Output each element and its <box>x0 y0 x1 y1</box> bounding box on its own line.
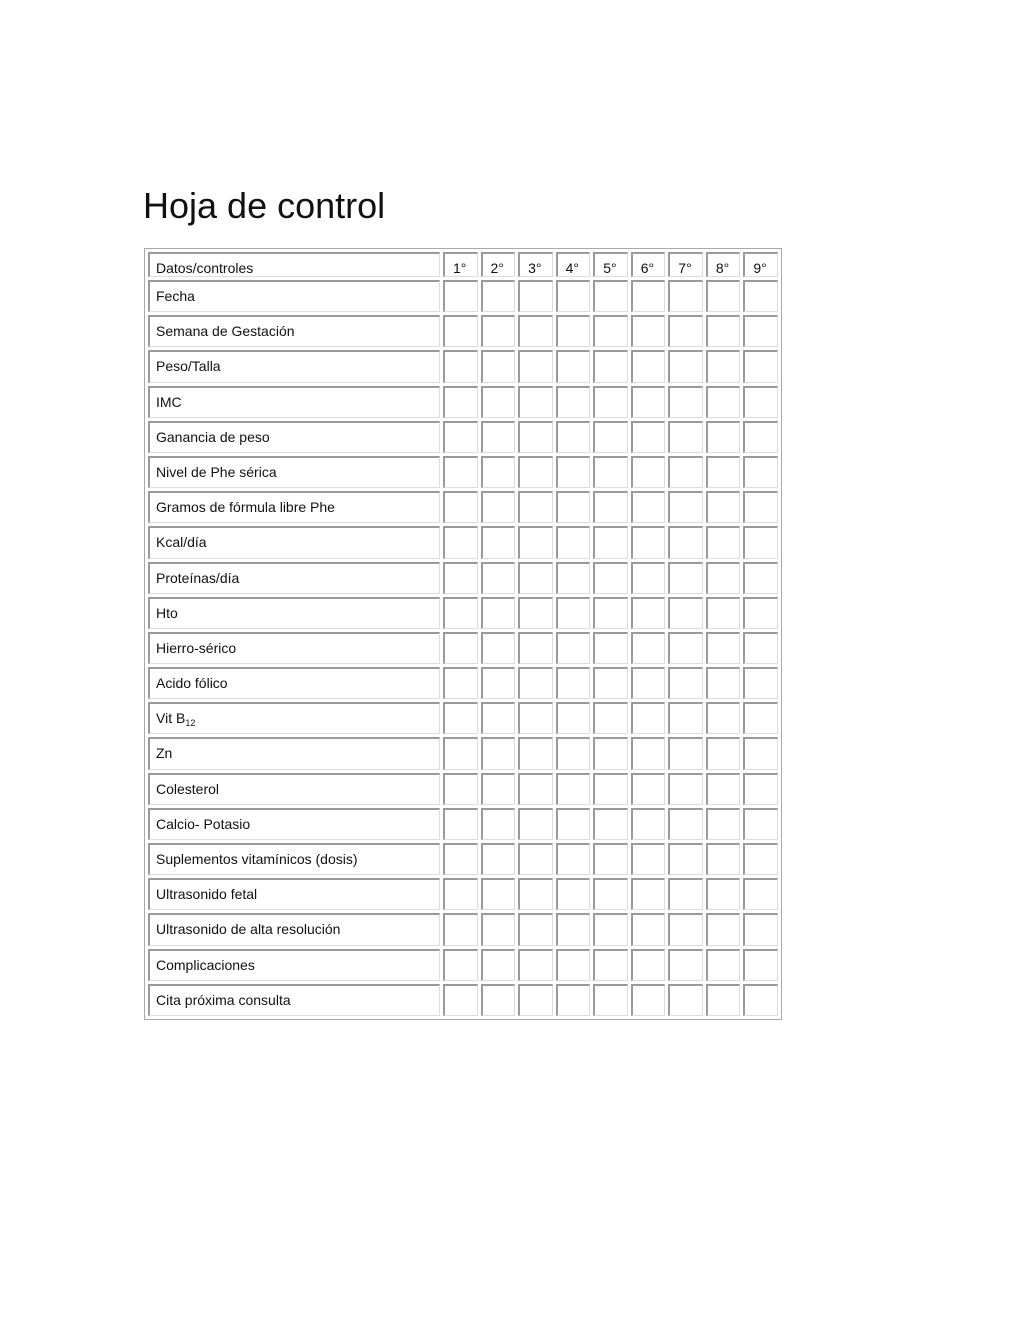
entry-cell[interactable] <box>481 737 516 769</box>
entry-cell[interactable] <box>556 773 591 805</box>
entry-cell[interactable] <box>481 632 516 664</box>
entry-cell[interactable] <box>631 350 666 382</box>
entry-cell[interactable] <box>706 878 741 910</box>
entry-cell[interactable] <box>518 913 553 945</box>
header-label-cell: Datos/controles <box>148 252 440 277</box>
entry-cell[interactable] <box>743 597 778 629</box>
table-row <box>148 597 778 629</box>
entry-cell[interactable] <box>706 280 741 312</box>
entry-cell[interactable] <box>668 350 703 382</box>
entry-cell[interactable] <box>481 280 516 312</box>
entry-cell[interactable] <box>443 280 478 312</box>
entry-cell[interactable] <box>481 597 516 629</box>
row-label-cell <box>148 597 440 629</box>
entry-cell[interactable] <box>668 878 703 910</box>
entry-cell[interactable] <box>743 526 778 558</box>
table-row <box>148 667 778 699</box>
entry-cell[interactable] <box>743 878 778 910</box>
visit-header-2: 2° <box>481 252 516 277</box>
table-body <box>148 280 778 1016</box>
entry-cell[interactable] <box>593 949 628 981</box>
entry-cell[interactable] <box>668 386 703 418</box>
table-row <box>148 878 778 910</box>
entry-cell[interactable] <box>593 632 628 664</box>
entry-cell[interactable] <box>668 949 703 981</box>
row-label-cell <box>148 737 440 769</box>
row-label: Ultrasonido de alta resolución <box>156 921 341 938</box>
entry-cell[interactable] <box>668 737 703 769</box>
entry-cell[interactable] <box>443 737 478 769</box>
table-row <box>148 386 778 418</box>
entry-cell[interactable] <box>706 984 741 1016</box>
entry-cell[interactable] <box>443 562 478 594</box>
entry-cell[interactable] <box>518 773 553 805</box>
entry-cell[interactable] <box>706 702 741 734</box>
entry-cell[interactable] <box>743 491 778 523</box>
entry-cell[interactable] <box>706 597 741 629</box>
entry-cell[interactable] <box>593 562 628 594</box>
entry-cell[interactable] <box>593 350 628 382</box>
row-label-cell <box>148 913 440 945</box>
control-table-frame <box>144 248 782 1020</box>
entry-cell[interactable] <box>631 491 666 523</box>
entry-cell[interactable] <box>631 597 666 629</box>
entry-cell[interactable] <box>518 562 553 594</box>
entry-cell[interactable] <box>631 315 666 347</box>
entry-cell[interactable] <box>481 421 516 453</box>
entry-cell[interactable] <box>706 350 741 382</box>
entry-cell[interactable] <box>443 386 478 418</box>
entry-cell[interactable] <box>518 702 553 734</box>
entry-cell[interactable] <box>631 878 666 910</box>
entry-cell[interactable] <box>481 315 516 347</box>
entry-cell[interactable] <box>481 984 516 1016</box>
entry-cell[interactable] <box>556 843 591 875</box>
entry-cell[interactable] <box>556 526 591 558</box>
entry-cell[interactable] <box>706 632 741 664</box>
entry-cell[interactable] <box>743 350 778 382</box>
entry-cell[interactable] <box>743 667 778 699</box>
row-label-cell <box>148 878 440 910</box>
entry-cell[interactable] <box>481 456 516 488</box>
entry-cell[interactable] <box>556 878 591 910</box>
entry-cell[interactable] <box>706 421 741 453</box>
entry-cell[interactable] <box>443 773 478 805</box>
entry-cell[interactable] <box>443 491 478 523</box>
row-label-cell <box>148 773 440 805</box>
entry-cell[interactable] <box>668 773 703 805</box>
row-label: Nivel de Phe sérica <box>156 463 277 480</box>
entry-cell[interactable] <box>593 526 628 558</box>
entry-cell[interactable] <box>518 984 553 1016</box>
entry-cell[interactable] <box>706 773 741 805</box>
entry-cell[interactable] <box>481 949 516 981</box>
entry-cell[interactable] <box>593 315 628 347</box>
entry-cell[interactable] <box>631 808 666 840</box>
entry-cell[interactable] <box>668 562 703 594</box>
entry-cell[interactable] <box>481 808 516 840</box>
entry-cell[interactable] <box>593 878 628 910</box>
row-label-cell <box>148 350 440 382</box>
entry-cell[interactable] <box>518 526 553 558</box>
entry-cell[interactable] <box>631 773 666 805</box>
entry-cell[interactable] <box>593 386 628 418</box>
entry-cell[interactable] <box>556 808 591 840</box>
entry-cell[interactable] <box>706 562 741 594</box>
entry-cell[interactable] <box>668 843 703 875</box>
entry-cell[interactable] <box>443 843 478 875</box>
row-label: Ultrasonido fetal <box>156 886 258 903</box>
control-table <box>145 249 781 1019</box>
visit-header-4: 4° <box>556 252 591 277</box>
table-row <box>148 280 778 312</box>
entry-cell[interactable] <box>556 491 591 523</box>
entry-cell[interactable] <box>668 667 703 699</box>
row-label-cell <box>148 562 440 594</box>
entry-cell[interactable] <box>443 878 478 910</box>
entry-cell[interactable] <box>518 597 553 629</box>
entry-cell[interactable] <box>593 913 628 945</box>
entry-cell[interactable] <box>443 808 478 840</box>
entry-cell[interactable] <box>631 280 666 312</box>
table-row <box>148 808 778 840</box>
entry-cell[interactable] <box>518 667 553 699</box>
entry-cell[interactable] <box>593 421 628 453</box>
entry-cell[interactable] <box>706 315 741 347</box>
entry-cell[interactable] <box>593 667 628 699</box>
entry-cell[interactable] <box>556 421 591 453</box>
entry-cell[interactable] <box>443 315 478 347</box>
entry-cell[interactable] <box>668 526 703 558</box>
entry-cell[interactable] <box>743 386 778 418</box>
entry-cell[interactable] <box>706 667 741 699</box>
entry-cell[interactable] <box>443 350 478 382</box>
entry-cell[interactable] <box>743 632 778 664</box>
entry-cell[interactable] <box>518 350 553 382</box>
entry-cell[interactable] <box>706 386 741 418</box>
row-label: Acido fólico <box>156 675 228 692</box>
entry-cell[interactable] <box>593 843 628 875</box>
entry-cell[interactable] <box>706 808 741 840</box>
entry-cell[interactable] <box>706 737 741 769</box>
entry-cell[interactable] <box>556 562 591 594</box>
row-label: IMC <box>156 393 182 410</box>
row-label: Ganancia de peso <box>156 428 270 445</box>
row-label-cell <box>148 491 440 523</box>
entry-cell[interactable] <box>631 456 666 488</box>
row-label-cell <box>148 808 440 840</box>
entry-cell[interactable] <box>481 773 516 805</box>
entry-cell[interactable] <box>518 315 553 347</box>
row-label: Cita próxima consulta <box>156 991 291 1008</box>
entry-cell[interactable] <box>743 280 778 312</box>
row-label-cell <box>148 667 440 699</box>
entry-cell[interactable] <box>518 421 553 453</box>
entry-cell[interactable] <box>631 913 666 945</box>
entry-cell[interactable] <box>518 280 553 312</box>
entry-cell[interactable] <box>556 702 591 734</box>
row-label: Vit B <box>156 710 186 727</box>
row-label: Gramos de fórmula libre Phe <box>156 499 335 516</box>
entry-cell[interactable] <box>556 949 591 981</box>
row-label: Proteínas/día <box>156 569 240 586</box>
row-label: Hto <box>156 604 178 621</box>
table-row <box>148 632 778 664</box>
entry-cell[interactable] <box>593 456 628 488</box>
table-row <box>148 562 778 594</box>
table-row <box>148 913 778 945</box>
entry-cell[interactable] <box>556 315 591 347</box>
entry-cell[interactable] <box>668 491 703 523</box>
entry-cell[interactable] <box>481 526 516 558</box>
entry-cell[interactable] <box>668 456 703 488</box>
entry-cell[interactable] <box>631 562 666 594</box>
entry-cell[interactable] <box>556 386 591 418</box>
row-label: Kcal/día <box>156 534 207 551</box>
entry-cell[interactable] <box>706 913 741 945</box>
table-row <box>148 421 778 453</box>
entry-cell[interactable] <box>706 526 741 558</box>
entry-cell[interactable] <box>706 491 741 523</box>
entry-cell[interactable] <box>706 949 741 981</box>
visit-header-9: 9° <box>743 252 778 277</box>
table-row <box>148 984 778 1016</box>
table-row <box>148 526 778 558</box>
visit-header-3: 3° <box>518 252 553 277</box>
table-row <box>148 702 778 734</box>
entry-cell[interactable] <box>631 421 666 453</box>
entry-cell[interactable] <box>743 421 778 453</box>
entry-cell[interactable] <box>668 702 703 734</box>
entry-cell[interactable] <box>593 280 628 312</box>
entry-cell[interactable] <box>481 878 516 910</box>
row-label: Suplementos vitamínicos (dosis) <box>156 851 358 867</box>
entry-cell[interactable] <box>556 597 591 629</box>
row-label: Peso/Talla <box>156 358 221 375</box>
entry-cell[interactable] <box>593 773 628 805</box>
row-label-cell <box>148 280 440 312</box>
visit-header-5: 5° <box>593 252 628 277</box>
visit-header-8: 8° <box>706 252 741 277</box>
entry-cell[interactable] <box>668 280 703 312</box>
entry-cell[interactable] <box>443 597 478 629</box>
visit-header-1: 1° <box>443 252 478 277</box>
row-label: Semana de Gestación <box>156 323 295 340</box>
row-label-cell <box>148 843 440 875</box>
entry-cell[interactable] <box>743 702 778 734</box>
entry-cell[interactable] <box>481 350 516 382</box>
entry-cell[interactable] <box>443 421 478 453</box>
entry-cell[interactable] <box>556 280 591 312</box>
entry-cell[interactable] <box>443 456 478 488</box>
row-label-subscript: 12 <box>185 718 196 729</box>
entry-cell[interactable] <box>743 913 778 945</box>
entry-cell[interactable] <box>556 632 591 664</box>
entry-cell[interactable] <box>743 562 778 594</box>
entry-cell[interactable] <box>443 632 478 664</box>
entry-cell[interactable] <box>518 456 553 488</box>
entry-cell[interactable] <box>668 808 703 840</box>
row-label-cell <box>148 984 440 1016</box>
entry-cell[interactable] <box>631 702 666 734</box>
row-label: Hierro-sérico <box>156 639 237 656</box>
entry-cell[interactable] <box>518 737 553 769</box>
entry-cell[interactable] <box>743 843 778 875</box>
row-label: Zn <box>156 745 173 762</box>
row-label-cell <box>148 632 440 664</box>
entry-cell[interactable] <box>481 843 516 875</box>
row-label: Complicaciones <box>156 956 255 973</box>
entry-cell[interactable] <box>593 491 628 523</box>
entry-cell[interactable] <box>481 386 516 418</box>
row-label: Fecha <box>156 288 195 304</box>
entry-cell[interactable] <box>556 456 591 488</box>
entry-cell[interactable] <box>631 386 666 418</box>
entry-cell[interactable] <box>518 386 553 418</box>
row-label-cell <box>148 315 440 347</box>
entry-cell[interactable] <box>556 737 591 769</box>
row-label: Calcio- Potasio <box>156 815 251 832</box>
row-label-cell <box>148 526 440 558</box>
entry-cell[interactable] <box>481 702 516 734</box>
table-header-row <box>148 252 778 277</box>
entry-cell[interactable] <box>631 526 666 558</box>
entry-cell[interactable] <box>631 667 666 699</box>
page-title: Hoja de control <box>143 185 386 226</box>
entry-cell[interactable] <box>668 421 703 453</box>
entry-cell[interactable] <box>518 843 553 875</box>
row-label-cell <box>148 702 440 734</box>
entry-cell[interactable] <box>668 597 703 629</box>
entry-cell[interactable] <box>743 808 778 840</box>
row-label-cell <box>148 421 440 453</box>
entry-cell[interactable] <box>668 913 703 945</box>
table-row <box>148 315 778 347</box>
entry-cell[interactable] <box>593 597 628 629</box>
entry-cell[interactable] <box>518 878 553 910</box>
row-label-cell <box>148 949 440 981</box>
entry-cell[interactable] <box>706 843 741 875</box>
entry-cell[interactable] <box>518 949 553 981</box>
row-label: Colesterol <box>156 780 220 797</box>
table-row <box>148 843 778 875</box>
entry-cell[interactable] <box>443 913 478 945</box>
entry-cell[interactable] <box>556 913 591 945</box>
entry-cell[interactable] <box>518 491 553 523</box>
table-row <box>148 949 778 981</box>
entry-cell[interactable] <box>443 702 478 734</box>
row-label-cell <box>148 456 440 488</box>
entry-cell[interactable] <box>593 808 628 840</box>
table-row <box>148 350 778 382</box>
entry-cell[interactable] <box>743 737 778 769</box>
visit-header-7: 7° <box>668 252 703 277</box>
entry-cell[interactable] <box>668 632 703 664</box>
entry-cell[interactable] <box>743 456 778 488</box>
entry-cell[interactable] <box>743 773 778 805</box>
entry-cell[interactable] <box>556 984 591 1016</box>
entry-cell[interactable] <box>743 315 778 347</box>
entry-cell[interactable] <box>481 562 516 594</box>
row-label-cell <box>148 386 440 418</box>
table-row <box>148 491 778 523</box>
entry-cell[interactable] <box>668 315 703 347</box>
visit-header-6: 6° <box>631 252 666 277</box>
entry-cell[interactable] <box>481 667 516 699</box>
entry-cell[interactable] <box>556 667 591 699</box>
entry-cell[interactable] <box>593 702 628 734</box>
entry-cell[interactable] <box>593 984 628 1016</box>
table-row <box>148 773 778 805</box>
entry-cell[interactable] <box>743 984 778 1016</box>
entry-cell[interactable] <box>743 949 778 981</box>
entry-cell[interactable] <box>631 949 666 981</box>
entry-cell[interactable] <box>481 491 516 523</box>
entry-cell[interactable] <box>631 632 666 664</box>
entry-cell[interactable] <box>706 456 741 488</box>
entry-cell[interactable] <box>518 632 553 664</box>
entry-cell[interactable] <box>443 667 478 699</box>
entry-cell[interactable] <box>631 984 666 1016</box>
entry-cell[interactable] <box>593 737 628 769</box>
entry-cell[interactable] <box>668 984 703 1016</box>
entry-cell[interactable] <box>631 737 666 769</box>
entry-cell[interactable] <box>481 913 516 945</box>
entry-cell[interactable] <box>631 843 666 875</box>
entry-cell[interactable] <box>443 949 478 981</box>
entry-cell[interactable] <box>518 808 553 840</box>
entry-cell[interactable] <box>443 984 478 1016</box>
table-row <box>148 456 778 488</box>
table-row <box>148 737 778 769</box>
entry-cell[interactable] <box>443 526 478 558</box>
entry-cell[interactable] <box>556 350 591 382</box>
